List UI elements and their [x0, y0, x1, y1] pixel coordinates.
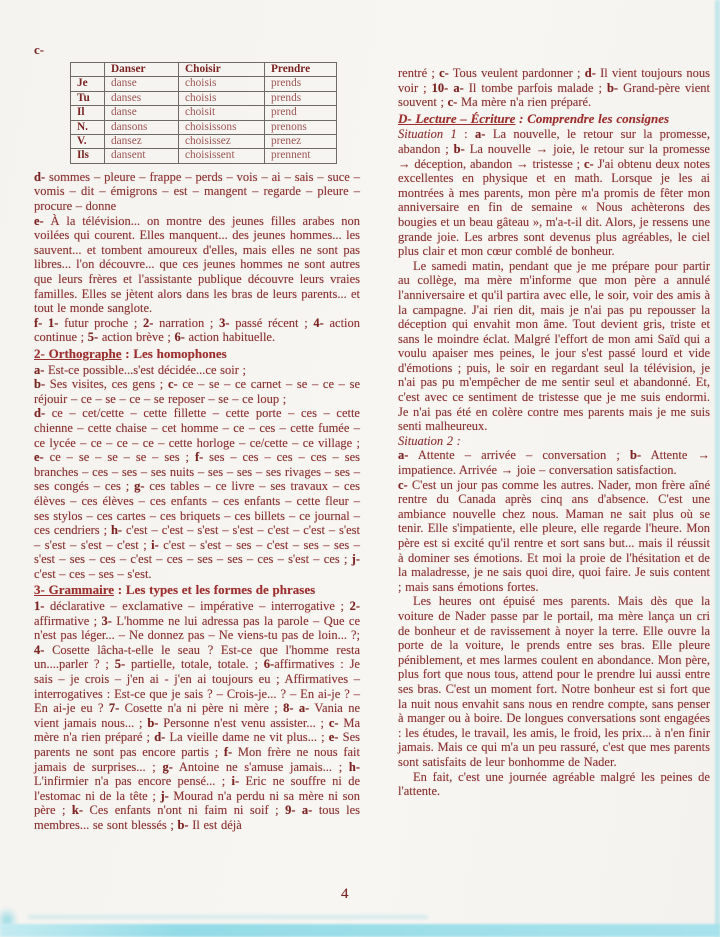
answer-paragraph-homophones: d- ce – cet/cette – cette fillette – cette porte – ces – cette chienne – cette chaise – cet homme – ce – ces – cette fumée – ce lycée – ce – ce – ce – cette horloge – ce/cette – ce village ; e- ce – se – se – se – ses ; f- ses – ces – ces – ces – ses branches – ces – ses – ses nuits – ses – ses – ses rivages – ses – ses congés – ces ; g- ces tables – ce livre – ses travaux – ces élèves – ces élèves – ces enfants – ces enfants – cette fleur – ses stylos – ces cartes – ces briquets – ces billets – ce journal – ces cendriers ; h- c'est – c'est – s'est – s'est – c'est – c'est – s'est – s'est – s'est – c'est ; i- c'est – s'est – ses – c'est – ses – ses – s'est – ses – ces – c'est – ces – ses – ses – ces – s'est – ces ; j- c'est – ces – ses – s'est.	[34, 406, 360, 581]
situation1-paragraph: Situation 1 : a- La nouvelle, le retour sur la promesse, abandon ; b- La nouvelle → joie, le retour sur la promesse → déception, abandon → tristesse ; c- J'ai obtenu deux notes excellentes en physique et en math. Lorsque je les ai montrées à mes parents, mon père m'a promis de fêter mon anniversaire en fin de semaine « Nous achèterons des bougies et un beau gâteau », m'a-t-il dit. Alors, je ressens une grande joie. Les arbres sont devenus plus agréables, le ciel plus clair et mon cœur comblé de bonheur.	[398, 127, 710, 259]
table-cell-pronoun: Ils	[71, 149, 105, 163]
table-cell-pronoun: Tu	[71, 91, 105, 105]
answer-paragraph-continuation: rentré ; c- Tous veulent pardonner ; d- Il vient toujours nous voir ; 10- a- Il tombe parfois malade ; b- Grand-père vient souvent ; c- Ma mère n'a rien préparé.	[398, 66, 711, 110]
page-number: 4	[341, 886, 349, 902]
answer-paragraph-e: e- À la télévision... on montre des jeunes filles arabes non voilées qui courent. Elles manquent... des jeunes hommes... les sauvent... et tombent amoureux d'elles, mais elles ne sont pas libres... l'on découvre... que ces jeunes hommes ne sont autres que leurs frères et l'assistante publique découvre leurs vraies familles. Elles se jètent alors dans les bras de leurs parents... et tout le monde sanglote.	[34, 213, 360, 316]
table-row	[71, 135, 337, 149]
table-cell: danses	[105, 91, 179, 105]
scan-edge-right	[715, 0, 720, 937]
table-corner-cell	[71, 63, 105, 77]
table-cell: choisis	[179, 91, 265, 105]
table-cell: prend	[265, 106, 337, 120]
table-cell-pronoun: V.	[71, 135, 105, 149]
narrative-paragraph-samedi: Le samedi matin, pendant que je me prépare pour partir au collège, ma mère m'informe que mon père a annulé l'anniversaire et qu'il partira avec elle, le soir, voir des amis à la campagne. J'ai rien dit, mais je n'ai pas pu repousser la déception qui envahit mon âme. Tout devient gris, triste et sans le moindre éclat. Malgré l'effort de mon ami Saïd qui a voulu apaiser mes peines, le jour s'est passé lourd et vide d'émotions ; puis, le soir en regardant seul la télévision, je n'ai pas pu m'empêcher de me sentir seul et abandonné. Et, c'est avec ce sentiment de tristesse que je me suis endormi. Je n'ai pas été en colère contre mes parents mais je me suis senti malheureux.	[398, 258, 710, 434]
table-cell: dansent	[105, 149, 179, 163]
table-cell: danse	[105, 106, 179, 120]
table-cell-pronoun: Je	[71, 77, 105, 91]
table-cell-pronoun: N.	[71, 120, 105, 134]
table-cell: prennent	[265, 149, 337, 163]
table-row	[71, 91, 337, 105]
section-heading-grammaire: 3- Grammaire : Les types et les formes de phrases	[34, 582, 316, 598]
left-column	[34, 42, 360, 911]
table-cell: choisissons	[179, 120, 265, 134]
scan-streak-artifact	[28, 915, 428, 919]
scan-edge-bottom	[0, 924, 720, 937]
table-cell: prends	[265, 91, 337, 105]
table-cell: danse	[105, 77, 179, 91]
table-cell: prenez	[265, 135, 337, 149]
item-c-label: c-	[34, 42, 45, 57]
narrative-paragraph-enfait: En fait, c'est une journée agréable malgré les peines de l'attente.	[398, 769, 710, 799]
table-cell: choisit	[179, 106, 265, 120]
table-header-row	[71, 63, 337, 77]
answer-paragraph-b: b- Ses visites, ces gens ; c- ce – se – ce carnet – se – ce – se réjouir – ce – se – ce – se reposer – se – ce loup ;	[34, 377, 360, 406]
table-cell: dansez	[105, 135, 179, 149]
table-header-prendre: Prendre	[265, 63, 337, 77]
right-column	[398, 42, 710, 911]
table-header-choisir: Choisir	[179, 63, 265, 77]
table-row	[71, 77, 337, 91]
table-cell: dansons	[105, 120, 179, 134]
section-heading-lecture: D- Lecture – Écriture : Comprendre les consignes	[398, 110, 670, 126]
table-row	[71, 120, 337, 134]
table-cell: prends	[265, 77, 337, 91]
answer-paragraph-grammaire: 1- déclarative – exclamative – impérative – interrogative ; 2- affirmative ; 3- L'homme ne lui adressa pas la parole – Que ce n'est pas léger... – Ne donnez pas – Ne viens-tu pas de loin... ?; 4- Cosette lâcha-t-elle le seau ? Est-ce que l'homme resta un....parler ? ; 5- partielle, totale, totale. ; 6-affirmatives : Je sais – je crois – j'en ai - j'en ai toujours eu ; Affirmatives – interrogatives : Est-ce que je sais ? – Crois-je... ? – En ai-je ? – En ai-je eu ? 7- Cosette n'a ni père ni mère ; 8- a- Vania ne vient jamais nous... ; b- Personne n'est venu assister... ; c- Ma mère n'a rien préparé ; d- La vieille dame ne vit plus... ; e- Ses parents ne sont pas encore partis ; f- Mon frère ne nous fait jamais de surprises... ; g- Antoine ne s'amuse jamais... ; h- L'infirmier n'a pas encore pensé... ; i- Eric ne souffre ni de l'estomac ni de la tête ; j- Mourad n'a perdu ni sa mère ni son père ; k- Ces enfants n'ont ni faim ni soif ; 9- a- tous les membres... se sont blessés ; b- Il est déjà	[34, 599, 361, 832]
conjugation-table	[70, 62, 337, 164]
situation2-label: Situation 2 :	[398, 433, 461, 448]
table-cell: choisis	[179, 77, 265, 91]
narrative-paragraph-heures: Les heures ont épuisé mes parents. Mais dès que la voiture de Nader passe par le portail, ma mère lança un cri de bonheur et de ravissement à noyer la terre. Elle ouvre la porte de la voiture, le prends entre ses bras. Elle pleure péniblement, et mes larmes coulent en abondance. Mon père, plus fort que nous tous, attend pour le prendre lui aussi entre ses bras. C'est un moment fort. Notre bonheur est si fort que la nuit nous envahit sans nous en rendre compte, sans penser à manger ou à boire. De longues conversations sont engagées : les études, le travail, les amis, le froid, les prix... à n'en finir jamais. Mais ce qui m'a un peu rassuré, c'est que mes parents sont satisfaits de leur bonhomme de Nader.	[398, 594, 710, 769]
situation2-paragraph-c: c- C'est un jour pas comme les autres. Nader, mon frère aîné rentre du Canada après cinq ans d'absence. C'est une ambiance nouvelle chez nous. Maman ne sait plus où se tenir. Elle s'impatiente, elle pleure, elle regarde l'heure. Mon père est si excité qu'il rentre et sort sans but... mais il réussit à dominer ses émotions. Et moi la proie de l'hésitation et de la maladresse, je ne sais quoi dire, quoi faire. Je suis content ; mais sans émotions fortes.	[398, 477, 710, 594]
situation2-paragraph-ab: a- Attente – arrivée – conversation ; b- Attente → impatience. Arrivée → joie – conversation satisfaction.	[398, 448, 710, 478]
answer-paragraph-d: d- sommes – pleure – frappe – perds – vois – ai – sais – suce – vomis – dit – émigrons – est – mangent – regarde – pleure – procure – donne	[34, 169, 360, 214]
answer-paragraph-f: f- 1- futur proche ; 2- narration ; 3- passé récent ; 4- action continue ; 5- action brève ; 6- action habituelle.	[34, 315, 361, 345]
table-cell-pronoun: Il	[71, 106, 105, 120]
table-header-danser: Danser	[105, 63, 179, 77]
table-row	[71, 149, 337, 163]
table-cell: choisissent	[179, 149, 265, 163]
table-row	[71, 106, 337, 120]
table-cell: prenons	[265, 120, 337, 134]
answer-paragraph-a: a- Est-ce possible...s'est décidée...ce soir ;	[34, 362, 246, 377]
table-cell: choisissez	[179, 135, 265, 149]
section-heading-orthographe: 2- Orthographe : Les homophones	[34, 345, 227, 361]
